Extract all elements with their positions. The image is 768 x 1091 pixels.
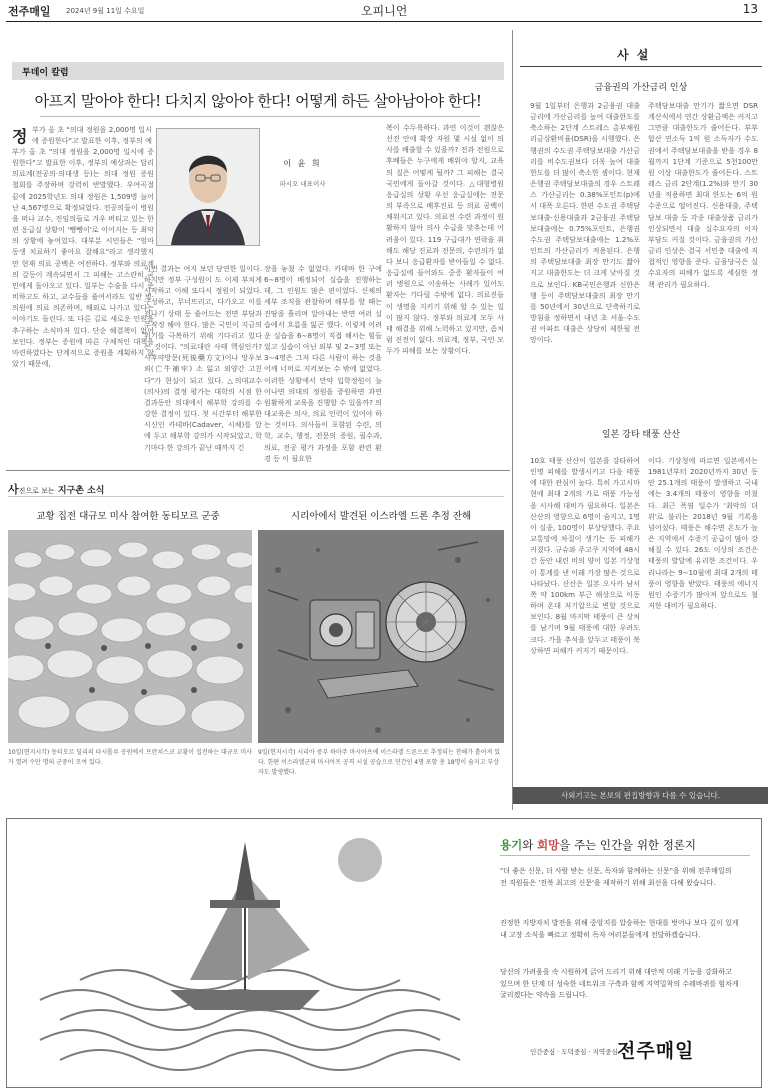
photo-description-1: 10일(현지시각) 동티모르 딜리의 타시톨루 공원에서 프란치스코 교황이 집전하는 대규모 미사가 열려 수만 명의 군중이 모여 있다. [8, 749, 252, 766]
disclaimer-bar [513, 787, 768, 804]
column-text-2: 이번 결과는 여지 보던 당연한 일이다. 하지만 정부 구성원이 도 이제 부치게 시작하고 이해 또다시 정원이 되었다. 구성하고, 무너뜨리고, 다가오고 이를 전나기 상태 등 줄어드는 전면 부담과 무작정 해야 한다. 많은 국민이 지금의 위기를 극복하기 위해 기다리고 있다는 것이다. "의료대란 사태 핵심인가? 사후약방문(死後藥方文)이나 망우보뢰(亡牛補牢) 소 잃고 외양간 고친다"가 현실이 되고 있다. △의대교수(의사)의 결정 평가는 대학의 시점 한 결과동안 의대에서 해부학 강의를 수강한 결정이 있다. 첫 시간부터 해부한 시신인 카데바(Cadaver, 시체)를 앞에 두고 해부학 강의가 시작되었고, 학기마다 한 강의가 끝난 때까지 긴 [144, 264, 262, 452]
author-photo [156, 128, 260, 246]
column-text-4: 복이 수두룩하다. 과연 이것이 괜찮은 선진 안에 확장 자원 몇 시설 없이 의사를 배출할 수 있을까? 전과 전원으로 후배들은 누구에게 배워야 할지, 교육의 질은 어떻게 될까? 그 피해는 결국 국민에게 돌아갈 것이다. △대형병원 응급실의 상황 우선 응급실에는 전문의 부족으로 배후진료 등 의료 공백이 채워지고 있다. 의료진 수련 과정이 원활하지 않아 의사 수급을 맞추는데 어려움이 있다. 119 구급대가 연락을 취해도 해당 진료과 전문의, 수련의가 없다 보니 응급환자를 받아들일 수 없다. 응급실에 들어와도 중증 환자들이 여러 병원으로 이송하는 사례가 있어도 환자는 기다릴 수밖에 없다. 의료진들이 생명을 지키기 위해 할 수 있는 일이 많지 않다. 정부와 의료계 모두 사태 해결을 위해 노력하고 있지만, 좀처럼 진전이 없다. 의료계, 정부, 국민 모두가 피해를 보는 상황이다. [386, 123, 504, 356]
editorial-text-1b: 주택담보대출 만기가 짧으면 DSR 계산식에서 연간 상환금액은 커지고 그만큼 대출한도가 줄어든다. 부부합산 연소득 1억 원 소득자가 수도권에서 주택담보대출을 받을 경우 8월까지 1단계 기준으로 5천100만 원 이상 대출한도가 줄어든다. 스트레스 금리 2단계(1.2%)와 만기 30년을 적용하면 최대 한도는 6억 원 수준으로 떨어진다. 신용대출, 주택 담보 대출 등 각종 대출상품 금리가 인상되면서 대출 실수요자의 이자 부담도 커질 것이다. 금융권의 가산금리 인상은 결국 서민층 대출에 직접적인 영향을 준다. 금융당국은 실수요자의 피해가 없도록 세심한 정책 관리가 필요하다. [648, 101, 758, 289]
column-tag: 투데이 칼럼 [22, 68, 69, 78]
photo-crowd-umbrellas[interactable] [8, 530, 252, 743]
issue-date: 2024년 9월 11일 수요일 [66, 7, 145, 15]
masthead-brand[interactable]: 전주매일 [8, 5, 51, 18]
editorial-heading [520, 46, 762, 66]
ad-title-rule [500, 855, 750, 856]
editorial-label: 사 설 [617, 48, 651, 62]
ad-motto: 인간중심 · 도덕중심 · 지역중심 [530, 1048, 618, 1056]
author-info [260, 158, 345, 188]
ad-slogan-hope: 희망 [536, 838, 560, 852]
photo-description-2: 9일(현지시각) 시리아 중부 하마주 마시아프에 이스라엘 드론으로 추정되는 잔해가 흩어져 있다. 한편 이스라엘군의 마시아프 공격 시설 공습으로 민간인 4명 포함 총 18명이 숨지고 부상자도 발생했다. [258, 749, 501, 776]
photo-news-rule [8, 496, 504, 497]
ad-paragraph-3: 당신의 가려움을 속 시원하게 긁어 드리기 위해 대안적 미래 기능을 강화하고 있으며 한 단계 더 성숙한 네트워크 구축과 함께 지역밀착의 수레바퀴를 힘차게 굴리겠다는 약속을 드립니다. [500, 968, 739, 1000]
column-text-3: 장을 놓쳤 수 없었다. 카데바 한 구에 6∼8명이 배정되어 실습을 진행하는데, 그 인원도 많은 편이었다. 신체의 세부 조직을 관찰하며 해부를 할 때는 진땀을 흘리며 알아내는 반면 여러 실습에서 흐름을 잃곤 했다. 이렇게 어려운 실습을 6∼8명이 직접 해서는 힘들었고 실습이 아닌 외부 및 2∼3명 또는 3∼4명은 그저 다른 사람이 하는 것을 어깨 너머로 지켜보는 수 밖에 없었다. 이러한 상황에서 만약 입학정원이 늘어나면 의대의 정원을 증원하면 과연 원활하게 교육을 진행할 수 있을까? 의대교육은 의사, 의료 인력이 있어야 하는 것이다. 의사들이 포함된 수련, 의학, 교수, 행정, 전문의 증원, 필수과, 의료, 전공 평가 과정을 포함 관련 환경 등 이 필요한 [264, 264, 382, 463]
section-name: 오피니언 [361, 4, 408, 18]
page-header [6, 0, 762, 22]
editorial-text-1a: 9월 1일부터 은행과 2금융권 대출금리에 가산금리를 높여 대출한도를 축소하는 2단계 스트레스 총부채원리금상환비율(DSR)을 시행했다. 은행권의 수도권 주택담보대출 가산금리를 비수도권보다 더욱 높여 대출한도를 더 많이 축소한 셈이다. 현재 은행권 주택담보대출의 경우 스트레스 가산금리는 0.38%포인트(p)에서 대폭 오른다. 한편 수도권 주택담보대출·신용대출과 2금융권 주택담보대출에는 0.75%포인트, 은행권 수도권 주택담보대출에는 1.2%포인트의 가산금리가 적용된다. 은행의 주택담보대출 최장 만기도 짧아지고 대출한도는 더 크게 낮아질 것으로 보인다. KB국민은행과 신한은행 등이 주택담보대출의 최장 만기를 50년에서 30년으로 단축하기로 방침을 정하면서 내년 초 서울·수도권 아파트 대출은 상당히 제한될 전망이다. [530, 101, 640, 345]
ad-slogan-courage: 용기 [500, 838, 523, 852]
editorial-text-2a: 10호 태풍 산산이 일본을 강타하여 인명 피해를 발생시키고 다음 태풍에 대한 관심이 높다. 특히 가고시마 현에 최대 2개의 가로 태풍 가능성을 시사해 대비가 필요하다. 일본은 산산의 영향으로 6명이 숨지고, 1명이 실종, 100명이 부상당했다. 주요 교통망에 차질이 생기는 등 피해가 커졌다. 규슈와 주고쿠 지역에 48시간 동안 내린 비의 양이 일본 기상청이 통계를 낸 이래 가장 많은 것으로 나타났다. 산산은 일본 오사카 남서쪽 약 100km 부근 해상으로 이동하며 온대 저기압으로 변할 것으로 보인다. 8월 마지막 태풍이 큰 상처를 남기며 9월 태풍에 대한 우려도 크다. 가을 추석을 앞두고 태풍이 북상하면 피해가 커지기 때문이다. [530, 456, 640, 655]
ad-paragraph-2: 진정한 지방자치 발전을 위해 중앙지를 압승하는 현대를 벗어나 보다 깊이 있게 내 고장 소식을 빠르고 정확히 독자 여러분들에게 전달하겠습니다. [500, 919, 739, 939]
column-text-1b: 부가 올 초 "의대 정원을 2,000명 일시에 증원한다"고 발표한 이후, 정부의 예상과는 달리 의료계(전공의·의대생 등)는 의대 정원 증원 철회를 주장하며 강력히 반발했다. 우여곡절 끝에 2025학년도 의대 정원은 1,509명 늘어난 4,567명으로 확정되었다. 전공의들이 병원을 떠나 교수, 전임의들로 겨우 버티고 있는 한편 응급실 상황이 '뺑뺑이'로 이어지는 등 최악의 상황에 놓여있다. 대부분 시민들은 "엄마 동생 치료하기 좋아요 잘해요"라고 생각했지만 현재 의료 공백은 여전하다. 정부와 의료계의 갈등이 계속되면서 그 피해는 고스란히 국민에게 돌아오고 있다. 일부는 수술을 다시 준비하고도 하고, 교수들을 줄여서라도 일반 병·의원에 의료 의존하며, 해외로 나가고 있다는 이야기도 들린다. 또 다른 길로 새로운 인원을 추구하는 소식마저 있다. 단순 해결책이 없어 보인다. 정부는 증원에 따른 구체적인 대책을 마련하였다는 단계적으로 증원을 계획하지 않았기 때문에, [12, 147, 154, 368]
editorial-title-1[interactable]: 금융권의 가산금리 인상 [594, 83, 688, 93]
disclaimer-text: 사외기고는 본보의 편집방향과 다를 수 있습니다. [560, 791, 721, 800]
column-text-1: 부가 올 초 "의대 정원을 2,000명 일시에 증원한다"고 발표한 이후, 정부의 예 [32, 125, 152, 146]
photo-news-head-big: 사 [8, 483, 19, 496]
photo-news-head-tail: 지구촌 소식 [54, 486, 105, 496]
page-number: 13 [742, 2, 758, 16]
ad-paragraph-1: "더 좋은 신문, 더 사람 받는 신문, 독자와 함께하는 신문"을 위해 전주매일의 전 직원들은 '전북 최고의 신문'을 제작하기 위해 최선을 다해 왔습니다. [500, 867, 732, 887]
ad-slogan-and: 와 [522, 838, 537, 852]
photo-news-head-small: 진으로 보는 [18, 487, 55, 495]
editorial-rule [520, 66, 762, 67]
ad-slogan-rest: 을 주는 인간을 위한 정론지 [559, 838, 697, 852]
ad-slogan [500, 837, 696, 853]
photo-news-heading [8, 478, 138, 494]
ad-illustration [20, 830, 480, 1080]
column-headline[interactable]: 아프지 말아야 한다! 다치지 않아야 한다! 어떻게 하든 살아남아야 한다! [34, 92, 482, 110]
column-divider [512, 30, 513, 810]
drop-cap: 정 [12, 127, 28, 146]
column-tag-bar [12, 62, 504, 80]
photo-caption-1[interactable]: 교황 집전 대규모 미사 참여한 동티모르 군중 [36, 511, 220, 522]
section-divider [6, 470, 510, 471]
headline-divider [40, 116, 480, 117]
author-name: 이 윤 희 [283, 159, 322, 168]
author-role: 파시오 대표이사 [279, 180, 326, 188]
editorial-text-2b: 이다. 기상청에 따르면 일본에서는 1981년부터 2020년까지 30년 동안 25.1개의 태풍이 발생하고 국내에는 3.4개의 태풍이 영향을 미쳤다. 최근 폭염 일수가 '최악의 더위'로 불리는 2018년 9월 기록을 넘어섰다. 태풍은 해수면 온도가 높은 지역에서 수증기 공급이 많아 강해질 수 있다. 26도 이상의 조건은 태풍의 발달에 유리한 조건이다. 우리나라는 9∼10월에 최대 2개의 태풍이 영향을 받았다. 태풍의 에너지원인 수증기가 많아져 앞으로도 철저한 대비가 필요하다. [648, 456, 758, 611]
editorial-title-2[interactable]: 일본 강타 태풍 산산 [601, 430, 681, 440]
photo-drone-debris[interactable] [258, 530, 504, 743]
ad-brand-logo[interactable]: 전주매일 [617, 1040, 695, 1062]
photo-caption-2[interactable]: 시리아에서 발견된 이스라엘 드론 추정 잔해 [290, 511, 472, 522]
